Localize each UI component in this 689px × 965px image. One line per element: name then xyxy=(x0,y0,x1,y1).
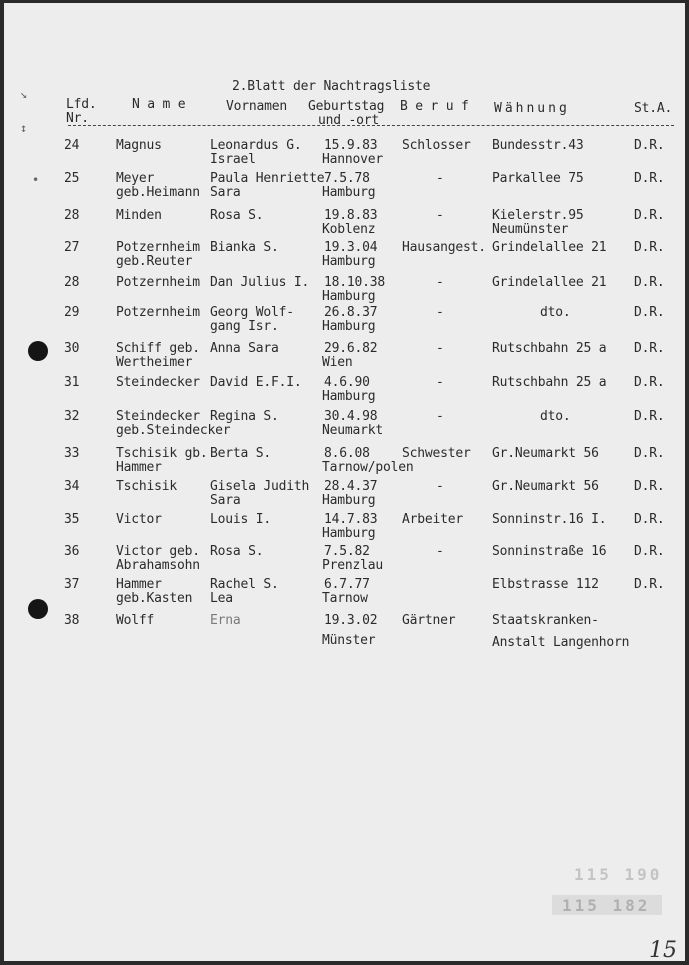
cell-sta: D.R. xyxy=(634,171,665,186)
punch-hole-bottom xyxy=(28,599,48,619)
cell-beruf: Arbeiter xyxy=(402,512,464,527)
cell-place: Hamburg xyxy=(322,185,376,200)
cell-wohn1: Kielerstr.95 xyxy=(492,208,584,223)
cell-date: 15.9.83 xyxy=(324,138,378,153)
cell-beruf: - xyxy=(436,305,444,320)
cell-vor1: Gisela Judith xyxy=(210,479,310,494)
header-staatsangehoerigkeit: St.A. xyxy=(634,101,673,116)
cell-vor1: Bianka S. xyxy=(210,240,279,255)
cell-place: Wien xyxy=(322,355,353,370)
cell-date: 7.5.82 xyxy=(324,544,370,559)
cell-place: Hamburg xyxy=(322,389,376,404)
cell-wohn1: Parkallee 75 xyxy=(492,171,584,186)
cell-wohn2: Neumünster xyxy=(492,222,569,237)
cell-beruf: - xyxy=(436,275,444,290)
cell-date: 18.10.38 xyxy=(324,275,386,290)
header-divider xyxy=(68,125,674,126)
cell-name1: Victor geb. xyxy=(116,544,200,559)
cell-vor1: Rachel S. xyxy=(210,577,279,592)
cell-vor1: David E.F.I. xyxy=(210,375,302,390)
cell-name1: Tschisik gb. xyxy=(116,446,208,461)
cell-sta: D.R. xyxy=(634,341,665,356)
cell-vor2: gang Isr. xyxy=(210,319,279,334)
cell-name1: Magnus xyxy=(116,138,162,153)
cell-place: Münster xyxy=(322,633,376,648)
cell-place: Koblenz xyxy=(322,222,376,237)
cell-date: 30.4.98 xyxy=(324,409,378,424)
cell-nr: 36 xyxy=(64,544,80,559)
archive-stamp: 115 182 xyxy=(562,896,651,915)
cell-nr: 32 xyxy=(64,409,80,424)
cell-wohn1: dto. xyxy=(540,409,571,424)
cell-wohn1: Gr.Neumarkt 56 xyxy=(492,479,599,494)
cell-vor1: Erna xyxy=(210,613,241,628)
cell-beruf: - xyxy=(436,171,444,186)
page-number: 15 xyxy=(649,938,677,963)
cell-vor2: Israel xyxy=(210,152,256,167)
margin-mark: ↕ xyxy=(20,121,28,135)
cell-vor1: Dan Julius I. xyxy=(210,275,310,290)
cell-wohn1: Staatskranken- xyxy=(492,613,599,628)
cell-date: 29.6.82 xyxy=(324,341,378,356)
cell-name1: Potzernheim xyxy=(116,240,200,255)
cell-beruf: Hausangest. xyxy=(402,240,486,255)
cell-date: 14.7.83 xyxy=(324,512,378,527)
header-wohnung: Wähnung xyxy=(494,101,570,116)
cell-place: Hamburg xyxy=(322,254,376,269)
cell-wohn1: Gr.Neumarkt 56 xyxy=(492,446,599,461)
cell-nr: 33 xyxy=(64,446,80,461)
cell-beruf: - xyxy=(436,409,444,424)
cell-vor1: Regina S. xyxy=(210,409,279,424)
cell-wohn2: Anstalt Langenhorn xyxy=(492,635,630,650)
archive-stamp: 115 190 xyxy=(574,865,663,884)
cell-sta: D.R. xyxy=(634,138,665,153)
cell-sta: D.R. xyxy=(634,446,665,461)
cell-name2: geb.Reuter xyxy=(116,254,193,269)
cell-wohn1: Sonninstr.16 I. xyxy=(492,512,607,527)
cell-vor1: Rosa S. xyxy=(210,208,264,223)
cell-beruf: - xyxy=(436,208,444,223)
cell-vor1: Louis I. xyxy=(210,512,272,527)
cell-vor2: Lea xyxy=(210,591,233,606)
cell-name1: Potzernheim xyxy=(116,275,200,290)
page-title: 2.Blatt der Nachtragsliste xyxy=(232,79,431,94)
cell-name1: Minden xyxy=(116,208,162,223)
cell-sta: D.R. xyxy=(634,275,665,290)
cell-sta: D.R. xyxy=(634,512,665,527)
cell-name1: Steindecker xyxy=(116,375,200,390)
cell-wohn1: Rutschbahn 25 a xyxy=(492,341,607,356)
cell-sta: D.R. xyxy=(634,409,665,424)
cell-vor1: Leonardus G. xyxy=(210,138,302,153)
cell-name1: Meyer xyxy=(116,171,155,186)
cell-date: 19.3.04 xyxy=(324,240,378,255)
cell-wohn1: Bundesstr.43 xyxy=(492,138,584,153)
cell-vor1: Rosa S. xyxy=(210,544,264,559)
cell-nr: 35 xyxy=(64,512,80,527)
cell-nr: 29 xyxy=(64,305,80,320)
cell-name2: geb.Heimann xyxy=(116,185,200,200)
cell-nr: 38 xyxy=(64,613,80,628)
cell-wohn1: dto. xyxy=(540,305,571,320)
cell-name1: Wolff xyxy=(116,613,155,628)
cell-date: 19.3.02 xyxy=(324,613,378,628)
cell-vor2: Sara xyxy=(210,493,241,508)
cell-beruf: Gärtner xyxy=(402,613,456,628)
cell-sta: D.R. xyxy=(634,577,665,592)
cell-sta: D.R. xyxy=(634,375,665,390)
cell-wohn1: Elbstrasse 112 xyxy=(492,577,599,592)
cell-place: Neumarkt xyxy=(322,423,384,438)
header-nr: Lfd. xyxy=(66,97,97,112)
header-beruf: B e r u f xyxy=(400,99,469,114)
cell-place: Hannover xyxy=(322,152,384,167)
cell-beruf: - xyxy=(436,479,444,494)
margin-mark: ↘ xyxy=(20,87,28,101)
cell-name1: Schiff geb. xyxy=(116,341,200,356)
cell-vor1: Paula Henriette xyxy=(210,171,325,186)
cell-place: Hamburg xyxy=(322,526,376,541)
cell-beruf: - xyxy=(436,544,444,559)
cell-date: 7.5.78 xyxy=(324,171,370,186)
cell-place: Hamburg xyxy=(322,493,376,508)
header-vornamen: Vornamen xyxy=(226,99,288,114)
cell-place: Prenzlau xyxy=(322,558,384,573)
cell-vor1: Berta S. xyxy=(210,446,272,461)
cell-name2: Abrahamsohn xyxy=(116,558,200,573)
cell-date: 8.6.08 xyxy=(324,446,370,461)
cell-vor2: Sara xyxy=(210,185,241,200)
cell-place: Tarnow/polen xyxy=(322,460,414,475)
cell-place: Hamburg xyxy=(322,319,376,334)
cell-nr: 34 xyxy=(64,479,80,494)
cell-beruf: Schlosser xyxy=(402,138,471,153)
cell-place: Hamburg xyxy=(322,289,376,304)
cell-nr: 27 xyxy=(64,240,80,255)
cell-name1: Steindecker xyxy=(116,409,200,424)
cell-name1: Hammer xyxy=(116,577,162,592)
cell-date: 26.8.37 xyxy=(324,305,378,320)
cell-name2: geb.Kasten xyxy=(116,591,193,606)
document-page xyxy=(4,3,685,961)
margin-mark: • xyxy=(32,173,40,187)
cell-nr: 31 xyxy=(64,375,80,390)
cell-date: 19.8.83 xyxy=(324,208,378,223)
cell-name1: Victor xyxy=(116,512,162,527)
cell-nr: 28 xyxy=(64,275,80,290)
cell-nr: 25 xyxy=(64,171,80,186)
header-geburtstag: Geburtstag xyxy=(308,99,385,114)
cell-beruf: - xyxy=(436,341,444,356)
cell-nr: 37 xyxy=(64,577,80,592)
cell-name2: Hammer xyxy=(116,460,162,475)
cell-wohn1: Rutschbahn 25 a xyxy=(492,375,607,390)
cell-nr: 28 xyxy=(64,208,80,223)
cell-date: 4.6.90 xyxy=(324,375,370,390)
cell-nr: 24 xyxy=(64,138,80,153)
cell-name1: Tschisik xyxy=(116,479,178,494)
cell-sta: D.R. xyxy=(634,208,665,223)
cell-wohn1: Grindelallee 21 xyxy=(492,240,607,255)
cell-date: 6.7.77 xyxy=(324,577,370,592)
cell-sta: D.R. xyxy=(634,479,665,494)
header-name: N a m e xyxy=(132,97,186,112)
cell-name1: Potzernheim xyxy=(116,305,200,320)
cell-beruf: Schwester xyxy=(402,446,471,461)
cell-name2: Wertheimer xyxy=(116,355,193,370)
cell-sta: D.R. xyxy=(634,544,665,559)
cell-beruf: - xyxy=(436,375,444,390)
cell-vor1: Georg Wolf- xyxy=(210,305,294,320)
cell-nr: 30 xyxy=(64,341,80,356)
cell-name2: geb.Steindecker xyxy=(116,423,231,438)
cell-place: Tarnow xyxy=(322,591,368,606)
cell-wohn1: Grindelallee 21 xyxy=(492,275,607,290)
cell-sta: D.R. xyxy=(634,305,665,320)
header-nr-line2: Nr. xyxy=(66,111,89,126)
cell-date: 28.4.37 xyxy=(324,479,378,494)
header-geburtsort: und -ort xyxy=(318,113,380,128)
cell-vor1: Anna Sara xyxy=(210,341,279,356)
cell-wohn1: Sonninstraße 16 xyxy=(492,544,607,559)
punch-hole-top xyxy=(28,341,48,361)
cell-sta: D.R. xyxy=(634,240,665,255)
